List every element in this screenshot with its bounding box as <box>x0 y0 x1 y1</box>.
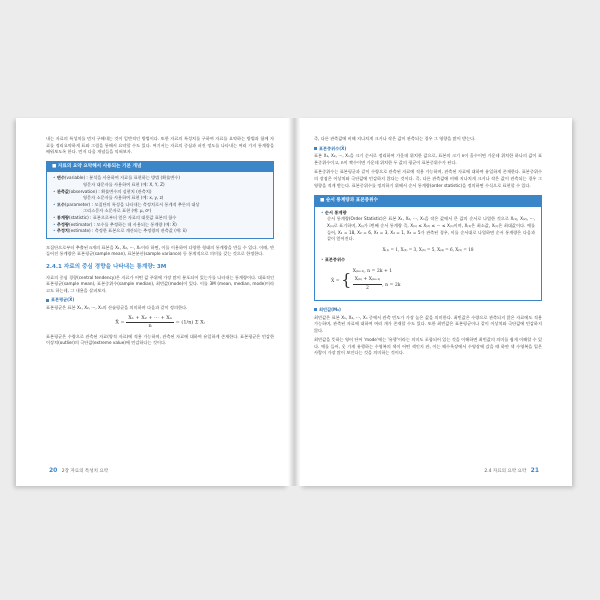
right-page-number: 21 <box>530 467 539 474</box>
concept-box-title-text: 자료의 요약 요약해서 사용되는 기본 개념 <box>57 163 142 169</box>
right-footer <box>484 467 542 474</box>
median-formula <box>331 268 535 293</box>
concept-box <box>46 161 274 239</box>
mean-formula <box>46 315 274 329</box>
concept-item: • 관측값(observation) : 확률변수의 실현치 (관측치) <box>53 188 152 194</box>
median-subheading: 표본중위수(X̃) <box>314 146 542 153</box>
right-page <box>300 118 572 486</box>
mode-paragraph-2: 최빈값을 뜻하는 영어 단어 'mode'에는 '유행'이라는 의미도 포함되어 있는 것을 이해하면 최빈값의 의미를 쉽게 이해할 수 있다. 예를 들어, 옷 가게 유행하는 수영복의 색이 어떤 색인지 관, 이는 해수욕장에서 수영장에 갔을 때 하얀 색 수영복을 입은 사람이 가장 많이 보인다는 것을 의미하는 것이다. <box>314 337 542 356</box>
left-page-content <box>46 136 274 350</box>
left-intro-paragraph: 내는 자료의 특성치를 먼저 구해내는 것이 일반적인 방법이다. 또한 자료의 특성치를 구하여 자료를 요약하는 방법과 함께 자료를 정리요약하게 표와 그림을 통해서 요약할 수도 있다. 여기서는 자료의 중심과 퍼진 정도를 나타내는 여러 가지 통계량을 배워보도록 한다. 먼저 다음 개념들을 익혀보자. <box>46 136 274 155</box>
section-heading: 2.4.1 자료의 중심 경향을 나타내는 통계량: 3M <box>46 263 167 270</box>
after-box-paragraph: 모집단으로부터 추출된 n개의 표본을 X₁, X₂, ···, Xₙ이라 하면, 이를 이용하여 다양한 형태의 통계량을 만들 수 있다. 이때, 만들어진 통계량은 표본평균(sample mean), 표본분산(sample variance) 등 통계적으로 의미를 갖는 것으로 한정한다. <box>46 244 274 257</box>
right-page-content <box>314 136 542 360</box>
order-statistic-box <box>314 195 542 301</box>
concept-box-body <box>47 172 273 237</box>
concept-item: • 추정치(estimate) : 측정한 표본으로 계산되는 추정량의 관측값 (예: x̄) <box>53 228 187 234</box>
section-paragraph: 자료의 중심 경향(central tendency)은 자료가 어떤 값 주위에 가장 많이 분포되어 있는가를 나타내는 통계량이다. 대표적인 표본평균(sample mean), 표본중위수(sample median), 최빈값(mode)이 있다. 이를 3M (mean, median, mode)이라고도 하는데, 그 내용을 살펴보자. <box>46 274 274 293</box>
median-case-1: X₍ₖ₊₁₎, n = 2k + 1 <box>352 268 393 274</box>
mean-formula-fraction: $\frac{\text{X₁ + X₂ + ··· + Xₙ}}{n}$ <box>128 315 173 330</box>
median-case-2: $\frac{\text{X₍ₖ₎ + X₍ₖ₊₁₎}}{2}$ , n = 2k <box>354 276 401 291</box>
mean-paragraph: 표본평균은 표본 X₁, X₂, ···, Xₙ의 산술평균을 의미하며 다음과 같이 정의한다. <box>46 304 188 310</box>
concept-item: 영문자 대문자를 사용하여 표현 (예: X, Y, Z) <box>83 181 165 187</box>
order-example: X₍₁₎ = 1, X₍₂₎ = 3, X₍₃₎ = 5, X₍₄₎ = 6, X₍₅₎ = 18 <box>382 246 474 252</box>
mean-subheading: 표본평균(X̄) <box>46 297 274 304</box>
concept-item: • 추정량(estimator) : 모수를 추정하는 데 사용되는 통계량 (예: X̄) <box>53 221 177 227</box>
mean-after-paragraph: 표본평균은 수량으로 관측된 자료(양적 자료)에 적용 가능하며, 관측된 자료에 대하여 유일하게 존재한다. 표본평균은 민감한 이상치(outlier)의 극단값(extreme value)에 민감하다는 것이다. <box>46 333 274 346</box>
right-footer-text: 2.4 자료의 요약 요약 <box>484 469 527 474</box>
square-bullet-icon <box>314 147 317 150</box>
median-formula-lhs: X̃ = <box>331 278 340 284</box>
left-page-number: 20 <box>49 467 58 474</box>
book-spine <box>288 118 300 486</box>
concept-box-title: ■ 자료의 요약 요약해서 사용되는 기본 개념 <box>47 162 273 173</box>
mean-formula-lhs: X̄ = <box>115 320 125 327</box>
median-paragraph-2: 표본중위수는 표본평균과 같이 수량으로 관측된 자료에 적용 가능하며, 관측된 자료에 대하여 유일하게 존재한다. 표본중위수의 장점은 이상치와 극단값에 민감하지 않다는 것이다. 즉, 다른 관측값에 비해 지나치게 크거나 작은 값이 관측되는 경우 그 영향을 적게 받는다. 표본중위수를 정의하기 위해서 순서 통계량(order statistic)을 정의하면 수식으로 표현할 수 있다. <box>314 169 542 188</box>
left-footer-text: 2장 자료의 특성치 요약 <box>61 469 109 474</box>
order-box-title: ■ 순서 통계량과 표본중위수 <box>315 196 541 207</box>
square-bullet-icon <box>314 308 317 311</box>
concept-item: • 변수(variable) : 분석을 사용하여 자료를 표현하는 방법 (확률변수) <box>53 175 180 181</box>
square-bullet-icon <box>46 299 49 302</box>
left-footer <box>46 467 108 474</box>
concept-item: 영문자 소문자를 사용하여 표현 (예: x, y, z) <box>83 195 164 201</box>
median-def-head: • 표본중위수 <box>321 257 346 263</box>
median-paragraph: 표본 X₁, X₂, ···, Xₙ을 크기 순서로 정리하여 가운데 위치한 값으로, 표본의 크기 n이 홀수이면 가운데 위치한 하나의 값이 표본중위수이고, n이 짝수이면 가운데 위치한 두 값의 평균이 표본중위수가 된다. <box>314 153 542 165</box>
order-paragraph: 순서 통계량(Order Statistic)은 표본 X₁, X₂, ···, Xₙ을 작은 값에서 큰 값의 순서로 나열한 것으로 X₍₁₎, X₍₂₎, ···, X₍ₙ₎로 표기하며, X₍ᵢ₎가 i번째 순서 통계량 즉, X₍₁₎ ≤ X₍₂₎ ≤ ··· ≤ X₍ₙ₎이며, X₍₁₎은 최소값, X₍ₙ₎은 최대값이다. 예를 들어, X₁ = 18, X₂ = 6, X₃ = 3, X₄ = 1, X₅ = 5가 관측된 경우, 이를 순서대로 나열하면 순서 통계량은 다음과 같이 얻어진다. <box>327 216 535 242</box>
concept-item: • 통계량(statistic) : 표본으로부터 얻은 자료의 대푯값 표본의 함수 <box>53 214 177 220</box>
right-intro-paragraph: 즉, 다른 관측값에 비해 지나치게 크거나 작은 값이 관측되는 경우 그 영향을 많이 받는다. <box>314 136 476 141</box>
order-head: • 순서 통계량 <box>321 209 347 215</box>
concept-item: 그리스문자 소문자로 표현 (예: μ, σ²) <box>83 208 152 214</box>
mean-formula-rhs: = (1/n) Σ Xᵢ <box>175 320 205 327</box>
mode-paragraph: 최빈값은 표본 X₁, X₂, ···, Xₙ 중에서 관측 빈도가 가장 높은 값을 의미한다. 최빈값은 수량으로 관측되지 않은 자료에도 적용가능하며, 관측된 자료에 대하여 여러 개가 존재할 수도 있다. 또한 최빈값은 표본평균이나 같이 이상치와 극단값에 민감하지 않다. <box>314 314 542 333</box>
order-box-body <box>315 207 541 300</box>
median-formula-cases <box>353 268 401 293</box>
concept-item: • 모수(parameter) : 모집단의 특성을 나타내는 측정치로서 통계적 추론의 대상 <box>53 201 200 207</box>
left-page <box>16 118 288 486</box>
brace-icon: { <box>341 270 352 290</box>
mode-subheading: 최빈값(M₀) <box>314 307 542 314</box>
order-box-title-text: 순서 통계량과 표본중위수 <box>325 198 378 204</box>
